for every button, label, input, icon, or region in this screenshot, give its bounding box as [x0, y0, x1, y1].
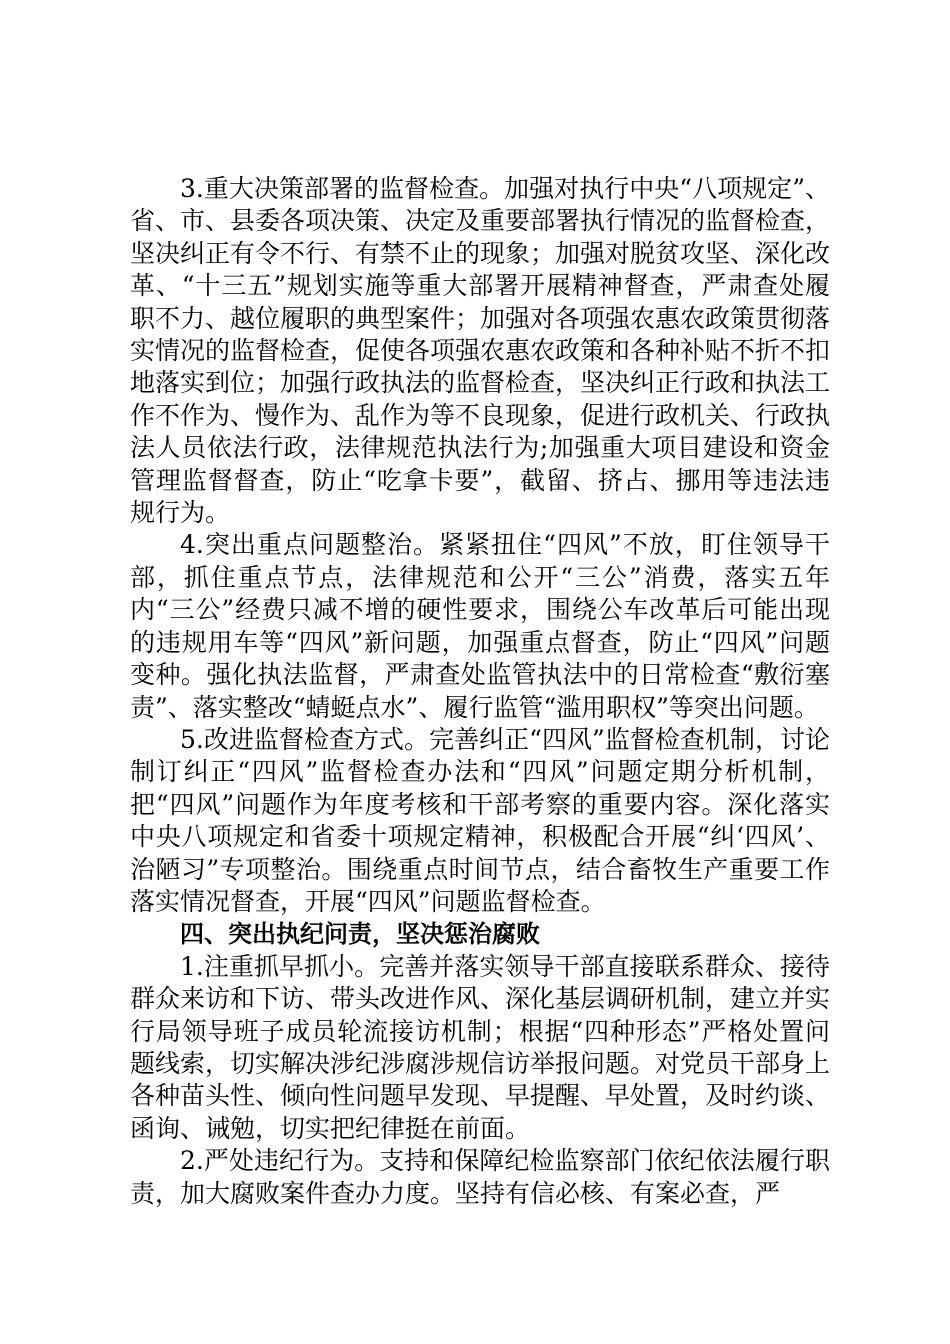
paragraph-1-early-intervention: 1.注重抓早抓小。完善并落实领导干部直接联系群众、接待群众来访和下访、带头改进作风、深化基层调研机制，建立并实行局领导班子成员轮流接访机制；根据“四种形态”严格处置问题线索，切实解决涉纪涉腐涉规信访举报问题。对党员干部身上各种苗头性、倾向性问题早发现、早提醒、早处置，及时约谈、函询、诫勉，切实把纪律挺在前面。 [130, 951, 831, 1143]
document-body [130, 173, 830, 1210]
section-heading-four: 四、突出执纪问责，坚决惩治腐败 [180, 920, 540, 949]
paragraph-3-major-decisions: 3.重大决策部署的监督检查。加强对执行中央“八项规定”、省、市、县委各项决策、决定及重要部署执行情况的监督检查，坚决纠正有令不行、有禁不止的现象；加强对脱贫攻坚、深化改革、“十三五”规划实施等重大部署开展精神督查，严肃查处履职不力、越位履职的典型案件；加强对各项强农惠农政策贯彻落实情况的监督检查，促使各项强农惠农政策和各种补贴不折不扣地落实到位；加强行政执法的监督检查，坚决纠正行政和执法工作不作为、慢作为、乱作为等不良现象，促进行政机关、行政执法人员依法行政，法律规范执法行为;加强重大项目建设和资金管理监督督查，防止“吃拿卡要”，截留、挤占、挪用等违法违规行为。 [130, 174, 831, 528]
paragraph-2-discipline-violations: 2.严处违纪行为。支持和保障纪检监察部门依纪依法履行职责，加大腐败案件查办力度。坚持有信必核、有案必查，严 [130, 1146, 830, 1208]
paragraph-4-key-issues: 4.突出重点问题整治。紧紧扭住“四风”不放，盯住领导干部，抓住重点节点，法律规范和公开“三公”消费，落实五年内“三公”经费只减不增的硬性要求，围绕公车改革后可能出现的违规用车等“四风”新问题，加强重点督查，防止“四风”问题变种。强化执法监督，严肃查处监管执法中的日常检查“敷衍塞责”、落实整改“蜻蜓点水”、履行监管“滥用职权”等突出问题。 [130, 530, 830, 722]
paragraph-5-supervision-methods: 5.改进监督检查方式。完善纠正“四风”监督检查机制，讨论制订纠正“四风”监督检查办法和“四风”问题定期分析机制，把“四风”问题作为年度考核和干部考察的重要内容。深化落实中央八项规定和省委十项规定精神，积极配合开展“纠‘四风’、治陋习”专项整治。围绕重点时间节点，结合畜牧生产重要工作落实情况督查，开展“四风”问题监督检查。 [130, 724, 830, 916]
